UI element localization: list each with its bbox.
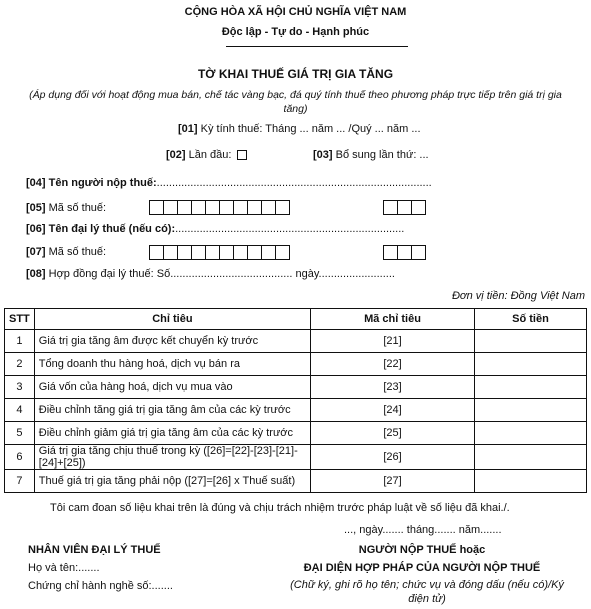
table-row [5, 376, 587, 399]
field-05 [26, 202, 106, 214]
field-06-dots: ........................................................................... [175, 223, 405, 235]
nation-header: CỘNG HÒA XÃ HỘI CHỦ NGHĨA VIỆT NAM [184, 6, 407, 18]
row-code: [24] [311, 399, 475, 422]
commitment-text: Tôi cam đoan số liệu khai trên là đúng và chịu trách nhiệm trước pháp luật về số liệu đã khai./. [50, 502, 510, 514]
row-amount[interactable] [475, 445, 587, 470]
field-03-text: Bổ sung lần thứ: ... [335, 149, 429, 161]
tax-id-boxes-07[interactable] [150, 245, 290, 260]
form-subtitle: (Áp dụng đối với hoạt động mua bán, chế tác vàng bạc, đá quý tính thuế theo phương pháp trực tiếp trên giá trị gia tăng) [29, 89, 562, 115]
table-row [5, 422, 587, 445]
table-row [5, 330, 587, 353]
row-stt: 1 [5, 330, 35, 353]
taxpayer-title-line1: NGƯỜI NỘP THUẾ hoặc [358, 544, 486, 556]
taxpayer-title-line2: ĐẠI DIỆN HỢP PHÁP CỦA NGƯỜI NỘP THUẾ [303, 562, 541, 574]
field-07 [26, 246, 106, 258]
indicator-table [4, 308, 587, 493]
field-07-code: [07] [26, 246, 46, 258]
row-code: [25] [311, 422, 475, 445]
row-code: [22] [311, 353, 475, 376]
table-row [5, 445, 587, 470]
agent-name: Họ và tên:....... [28, 562, 100, 574]
field-03-code: [03] [313, 149, 333, 161]
currency-note: Đơn vị tiền: Đồng Việt Nam [451, 290, 585, 302]
motto-underline [226, 46, 408, 47]
field-06-label: [06] Tên đại lý thuế (nếu có): [26, 223, 176, 235]
row-code: [21] [311, 330, 475, 353]
field-01 [178, 123, 421, 135]
field-02-text: Lần đầu: [188, 149, 232, 161]
row-stt: 2 [5, 353, 35, 376]
row-code: [26] [311, 445, 475, 470]
tax-id-branch-boxes-05[interactable] [384, 200, 426, 215]
date-line: ..., ngày....... tháng....... năm....... [344, 524, 502, 536]
row-amount[interactable] [475, 330, 587, 353]
motto: Độc lập - Tự do - Hạnh phúc [221, 26, 370, 38]
first-time-checkbox[interactable] [237, 150, 247, 160]
table-row [5, 353, 587, 376]
signature-note: (Chữ ký, ghi rõ họ tên; chức vụ và đóng dấu (nếu có)/Ký điện tử) [290, 579, 564, 605]
field-05-text: Mã số thuế: [48, 202, 107, 214]
row-stt: 6 [5, 445, 35, 470]
row-item: Giá vốn của hàng hoá, dịch vụ mua vào [34, 376, 310, 399]
header-stt: STT [5, 309, 35, 330]
row-item: Thuế giá trị gia tăng phải nộp ([27]=[26] x Thuế suất) [34, 470, 310, 493]
header-item: Chỉ tiêu [34, 309, 310, 330]
tax-id-boxes-05[interactable] [150, 200, 290, 215]
field-04-label: [04] Tên người nộp thuế: [26, 177, 157, 189]
row-amount[interactable] [475, 470, 587, 493]
row-amount[interactable] [475, 399, 587, 422]
field-02-code: [02] [166, 149, 186, 161]
field-08-code: [08] [26, 268, 46, 280]
field-04-dots: .......................................................................................... [156, 177, 432, 189]
field-03 [313, 149, 429, 161]
header-amount: Số tiền [475, 309, 587, 330]
row-amount[interactable] [475, 353, 587, 376]
field-04 [26, 177, 432, 189]
row-amount[interactable] [475, 422, 587, 445]
row-amount[interactable] [475, 376, 587, 399]
row-item: Điều chỉnh giảm giá trị gia tăng âm của các kỳ trước [34, 422, 310, 445]
row-item: Giá trị gia tăng chịu thuế trong kỳ ([26]=[22]-[23]-[21]-[24]+[25]) [34, 445, 310, 470]
field-01-text: Kỳ tính thuế: Tháng ... năm ... /Quý ... năm ... [200, 123, 421, 135]
field-08-text: Hợp đồng đại lý thuế: Số........................................ ngày......................... [48, 268, 395, 280]
field-02 [166, 149, 247, 161]
row-stt: 5 [5, 422, 35, 445]
agent-title: NHÂN VIÊN ĐẠI LÝ THUẾ [28, 544, 161, 556]
row-code: [27] [311, 470, 475, 493]
row-code: [23] [311, 376, 475, 399]
table-row [5, 399, 587, 422]
field-05-code: [05] [26, 202, 46, 214]
row-stt: 4 [5, 399, 35, 422]
header-code: Mã chỉ tiêu [311, 309, 475, 330]
form-title: TỜ KHAI THUẾ GIÁ TRỊ GIA TĂNG [197, 67, 394, 81]
row-item: Giá trị gia tăng âm được kết chuyển kỳ trước [34, 330, 310, 353]
row-item: Điều chỉnh tăng giá trị gia tăng âm của các kỳ trước [34, 399, 310, 422]
row-stt: 7 [5, 470, 35, 493]
row-stt: 3 [5, 376, 35, 399]
agent-certificate: Chứng chỉ hành nghề số:....... [28, 580, 173, 592]
table-header-row [5, 309, 587, 330]
field-06 [26, 223, 404, 235]
table-row [5, 470, 587, 493]
tax-id-branch-boxes-07[interactable] [384, 245, 426, 260]
field-01-code: [01] [178, 123, 198, 135]
row-item: Tổng doanh thu hàng hoá, dịch vụ bán ra [34, 353, 310, 376]
field-07-text: Mã số thuế: [48, 246, 107, 258]
field-08 [26, 268, 395, 280]
